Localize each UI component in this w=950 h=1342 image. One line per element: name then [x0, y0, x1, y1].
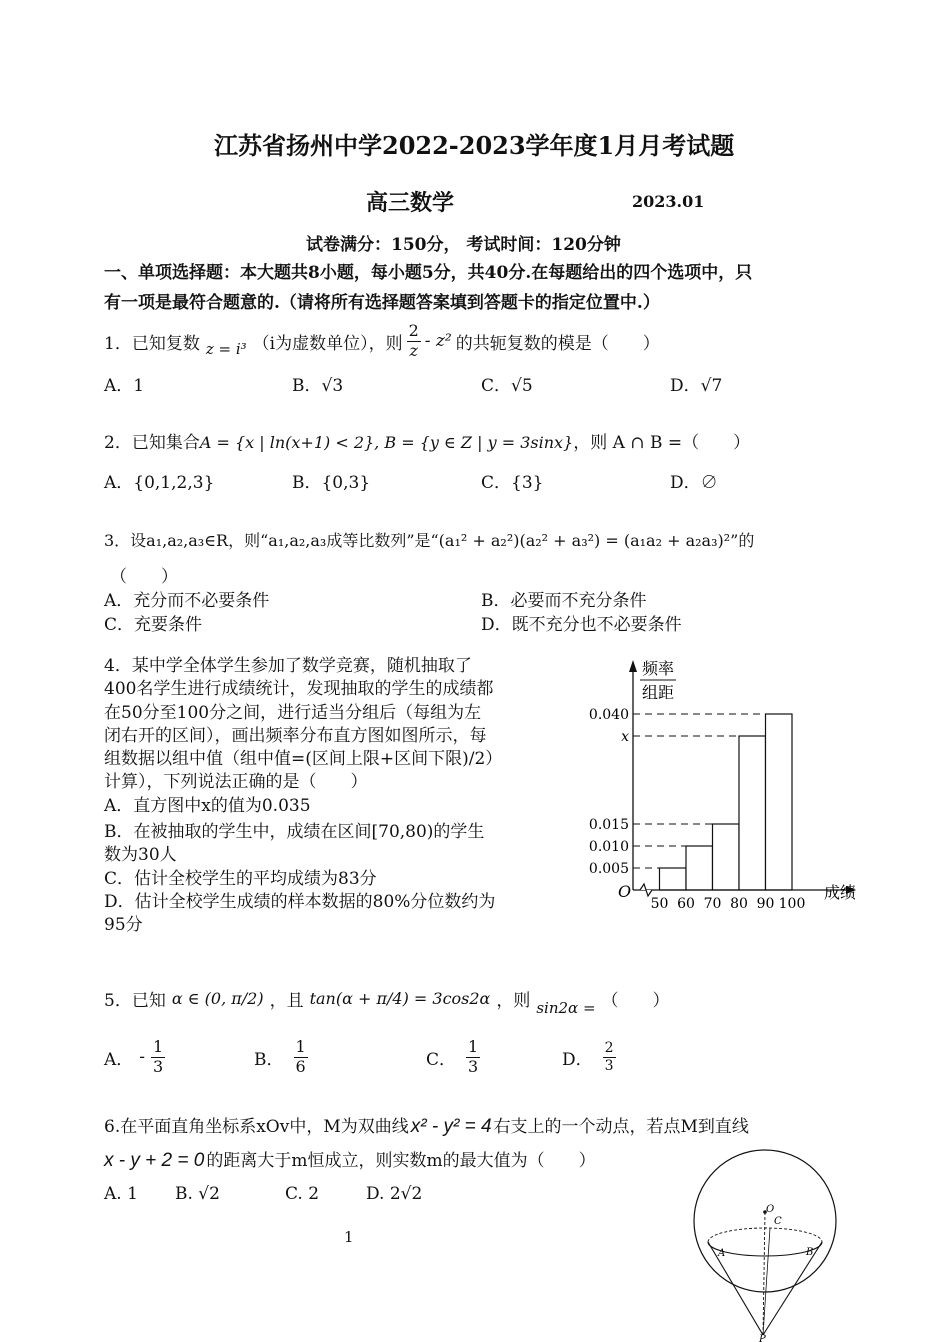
- q6-line2: [104, 1146, 596, 1172]
- q5-prefix: 5．已知: [104, 990, 166, 1011]
- q1-expr-tail: - z²: [424, 331, 452, 351]
- q6-option-c: C. 2: [285, 1184, 320, 1204]
- label-c: C: [774, 1216, 782, 1227]
- q5-b-label: B．: [254, 1049, 284, 1070]
- q1-frac-den: z: [409, 340, 418, 360]
- q5-b-num: 1: [295, 1037, 306, 1057]
- q4-option-c: C．估计全校学生的平均成绩为83分: [104, 868, 377, 889]
- q6-option-d: D. 2√2: [366, 1184, 423, 1204]
- q5-option-c: [426, 1032, 480, 1082]
- y-tick-label: 0.010: [588, 839, 629, 855]
- y-tick-label: 0.040: [588, 707, 629, 723]
- x-tick-label: 70: [703, 896, 722, 912]
- q5-a-sign: -: [139, 1047, 146, 1067]
- q5-b-den: 6: [295, 1056, 306, 1076]
- q3-option-a: A．充分而不必要条件: [104, 591, 270, 611]
- histogram-bar: [739, 736, 766, 890]
- histogram-bar: [713, 824, 740, 890]
- q5-cond1: α ∈ (0, π/2): [171, 988, 264, 1008]
- q5-b-frac: [294, 1038, 308, 1076]
- q5-a-den: 3: [153, 1056, 164, 1076]
- axis-break: [640, 884, 652, 896]
- label-b: B: [806, 1247, 814, 1258]
- histogram-bar: [660, 868, 687, 890]
- subject-title: 高三数学: [366, 190, 455, 216]
- y-label-top: 频率: [642, 659, 675, 678]
- y-tick-labels: [589, 707, 629, 877]
- y-axis-arrow: [629, 660, 637, 672]
- q5-mid: ，且: [269, 990, 304, 1011]
- q5-a-num: 1: [153, 1037, 164, 1057]
- q5-c-label: C．: [426, 1049, 457, 1070]
- sphere-outline: [694, 1150, 836, 1292]
- q5-c-den: 3: [468, 1056, 479, 1076]
- q2-option-c: C．{3}: [481, 473, 544, 493]
- q6-line1-a: 6.在平面直角坐标系xOv中，M为双曲线: [104, 1117, 409, 1137]
- q6-line1: [104, 1112, 749, 1138]
- q6-line1-b: 右支上的一个动点，若点M到直线: [493, 1117, 749, 1137]
- histogram-bar: [766, 714, 793, 890]
- q5-option-a: [104, 1032, 165, 1082]
- exam-date: 2023.01: [632, 192, 705, 211]
- page-number: 1: [344, 1228, 354, 1246]
- histogram-chart: [578, 652, 878, 912]
- q5-d-frac: [603, 1040, 616, 1073]
- y-label-bottom: 组距: [642, 683, 675, 702]
- q3-option-c: C．充要条件: [104, 615, 203, 635]
- page-title: 江苏省扬州中学2022-2023学年度1月月考试题: [214, 131, 735, 160]
- q6-line-eq: x - y + 2 = 0: [104, 1150, 205, 1171]
- x-tick-label: 80: [730, 896, 748, 912]
- q5-d-den: 3: [604, 1057, 614, 1074]
- q4-line: 组数据以组中值（组中值=(区间上限+区间下限)/2）: [104, 749, 503, 770]
- q5-mid2: ，则: [496, 990, 531, 1011]
- q4-option-a: A．直方图中x的值为0.035: [104, 795, 311, 816]
- q1-frac-num: 2: [408, 321, 419, 341]
- q1-prefix: 1．已知复数: [104, 333, 200, 354]
- q4-line: 在50分至100分之间，进行适当分组后（每组为左: [104, 702, 482, 723]
- q5-a-label: A．: [104, 1049, 134, 1070]
- q4-line: 400名学生进行成绩统计，发现抽取的学生的成绩都: [104, 679, 494, 700]
- q2-option-b: B．{0,3}: [292, 473, 371, 493]
- q2-sets: A = {x | ln(x+1) < 2}, B = {y ∈ Z | y = 3sinx}: [199, 433, 574, 452]
- q3-option-b: B．必要而不充分条件: [481, 591, 647, 611]
- q3-option-d: D．既不充分也不必要条件: [481, 615, 682, 635]
- q1-suffix: 的共轭复数的模是（ ）: [455, 333, 660, 354]
- question-2: [104, 428, 750, 453]
- q5-option-b: [254, 1032, 308, 1082]
- q1-option-b: B．√3: [292, 376, 344, 396]
- q2-option-a: A．{0,1,2,3}: [104, 473, 215, 493]
- exam-meta: 试卷满分：150分， 考试时间：120分钟: [306, 235, 621, 255]
- section-heading-line2: 有一项是最符合题意的.（请将所有选择题答案填到答题卡的指定位置中.）: [104, 293, 660, 313]
- q6-option-a: A. 1: [104, 1184, 138, 1204]
- q4-option-b: B．在被抽取的学生中，成绩在区间[70,80)的学生: [104, 822, 485, 843]
- q5-c-num: 1: [468, 1037, 479, 1057]
- question-5: [104, 970, 670, 1026]
- histogram-bars: [660, 714, 793, 890]
- question-4: [104, 655, 502, 938]
- q1-fraction: [407, 322, 421, 360]
- label-p: P: [759, 1334, 766, 1342]
- histogram-bar: [686, 846, 713, 890]
- x-tick-label: 60: [677, 896, 695, 912]
- q5-a-frac: [151, 1038, 165, 1076]
- q1-option-c: C．√5: [481, 376, 533, 396]
- q3-line1: 3．设a₁,a₂,a₃∈R，则“a₁,a₂,a₃成等比数列”是“(a₁² + a₂²)(a₂² + a₃²) = (a₁a₂ + a₂a₃)²”的: [104, 531, 755, 550]
- q4-option-d-cont: 95分: [104, 915, 143, 936]
- q4-option-d: D．估计全校学生成绩的样本数据的80%分位数约为: [104, 891, 496, 912]
- x-tick-label: 50: [650, 896, 669, 912]
- q1-paren: （i为虚数单位），则: [252, 333, 403, 354]
- x-tick-label: 90: [756, 896, 775, 912]
- q4-line: 计算），下列说法正确的是（ ）: [104, 772, 368, 793]
- x-axis-label: 成绩: [824, 883, 857, 902]
- q2-prefix: 2．已知集合: [104, 433, 200, 453]
- y-tick-label: 0.005: [588, 861, 629, 877]
- q2-option-d: D．∅: [670, 473, 718, 493]
- y-tick-label: x: [621, 729, 629, 745]
- origin-label: O: [618, 882, 632, 901]
- section-heading-line1: 一、单项选择题：本大题共8小题，每小题5分，共40分.在每题给出的四个选项中，只: [104, 263, 753, 283]
- q6-line2-b: 的距离大于m恒成立，则实数m的最大值为（ ）: [206, 1151, 596, 1171]
- q2-suffix: ，则 A ∩ B =（ ）: [573, 433, 751, 453]
- y-tick-label: 0.015: [588, 817, 629, 833]
- question-1: [104, 316, 660, 366]
- q1-option-a: A．1: [104, 376, 145, 396]
- q1-z-def: z = i³: [205, 340, 247, 358]
- x-tick-labels: [651, 896, 806, 912]
- x-tick-label: 100: [778, 896, 806, 912]
- q5-target: sin2α =: [536, 999, 596, 1017]
- q1-option-d: D．√7: [670, 376, 723, 396]
- q5-c-frac: [466, 1038, 480, 1076]
- label-a: A: [718, 1248, 726, 1259]
- sphere-cone-figure: [690, 1146, 840, 1342]
- q4-option-b-cont: 数为30人: [104, 845, 177, 866]
- q5-d-num: 2: [604, 1040, 614, 1057]
- q5-d-label: D．: [562, 1049, 593, 1070]
- q4-line: 闭右开的区间），画出频率分布直方图如图所示，每: [104, 725, 487, 746]
- q6-hyperbola: x² - y² = 4: [410, 1116, 492, 1137]
- q4-line: 4．某中学全体学生参加了数学竞赛，随机抽取了: [104, 656, 472, 676]
- q6-option-b: B. √2: [175, 1184, 220, 1204]
- label-o: O: [766, 1204, 775, 1215]
- q5-option-d: [562, 1032, 616, 1082]
- q5-paren: （ ）: [601, 990, 670, 1011]
- q3-line2: （ ）: [110, 567, 178, 587]
- q5-cond2: tan(α + π/4) = 3cos2α: [309, 988, 491, 1008]
